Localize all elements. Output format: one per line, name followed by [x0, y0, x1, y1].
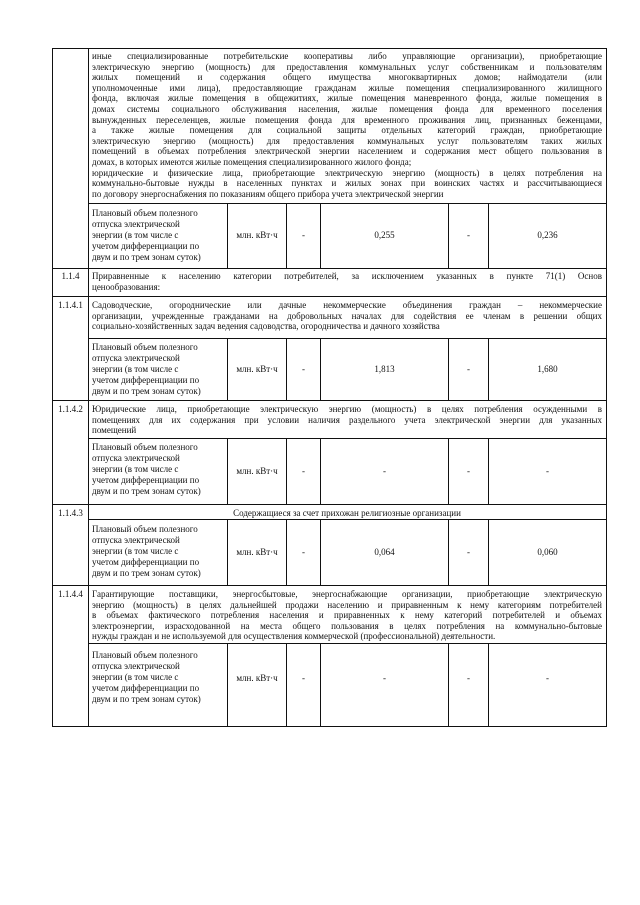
- text-line: уполномоченные ими лица), предоставляющие гражданам жилые помещения специализированного жилищного: [92, 82, 602, 93]
- row-number: 1.1.4.2: [58, 404, 83, 414]
- text-line: по договору энергоснабжения по показаниям общего прибора учета электрической энергии: [92, 188, 444, 199]
- value-cell: -: [302, 230, 305, 240]
- value-cell: -: [383, 466, 386, 476]
- text-line: Приравненные к населению категории потребителей, за исключением указанных в пункте 71(1) Основ: [92, 271, 602, 281]
- unit-cell: млн. кВт·ч: [236, 364, 278, 374]
- unit-cell: млн. кВт·ч: [236, 466, 278, 476]
- table-border-top: [52, 48, 607, 49]
- text-line: энергию (мощность) в целях дальнейшей продажи населению и приравненным к нему категориям потребителей: [92, 599, 602, 610]
- value-cell: -: [467, 466, 470, 476]
- value-cell: -: [302, 364, 305, 374]
- value-cell: -: [383, 673, 386, 683]
- section-text: [92, 300, 602, 332]
- section-text: [92, 404, 602, 436]
- plan-volume-label: Плановый объем полезного отпуска электрической энергии (в том числе с учетом дифференциации по двум и по трем зонам суток): [92, 650, 201, 704]
- text-line: а также жилые помещения для социальной защиты отдельных категорий граждан, приобретающие: [92, 125, 602, 136]
- subrow-separator: [88, 643, 607, 644]
- text-line: организации, учрежденные гражданами на добровольных началах для содействия ее членам в решении общих: [92, 310, 602, 321]
- text-line: коммунально-бытовые нужды в населенных пунктах и жилых зонах при воинских частях и рассчитывающиеся: [92, 178, 602, 189]
- value-cell: 0,255: [374, 230, 395, 240]
- text-line: помещений в объемах потребления электрической энергии населением и содержания мест общего пользования в: [92, 146, 602, 157]
- value-cell: 1,813: [374, 364, 395, 374]
- value-cell: 0,060: [537, 547, 558, 557]
- value-cell: -: [546, 673, 549, 683]
- row-separator: [52, 504, 607, 505]
- value-cell: -: [302, 466, 305, 476]
- value-cell: -: [467, 364, 470, 374]
- value-cell: -: [467, 547, 470, 557]
- value-cell: -: [546, 466, 549, 476]
- row-number: 1.1.4.1: [58, 300, 83, 310]
- text-line: вынужденных переселенцев, жилые помещения фонда для временного проживания лиц, признанных беженцами,: [92, 114, 602, 125]
- text-line: юридические и физические лица, приобретающие электрическую энергию (мощность) в целях потребления на: [92, 167, 602, 178]
- value-cell: -: [302, 547, 305, 557]
- table-border-right: [606, 48, 607, 726]
- value-cell: 0,064: [374, 547, 395, 557]
- row-separator: [52, 400, 607, 401]
- section-title: Содержащиеся за счет прихожан религиозные организации: [233, 508, 461, 518]
- subrow-separator: [88, 203, 607, 204]
- value-cell: 0,236: [537, 230, 558, 240]
- text-line: помещений: [92, 425, 137, 436]
- table-border-bottom: [52, 726, 607, 727]
- text-line: нужды граждан и не используемой для осуществления коммерческой (профессиональной) деятельности.: [92, 631, 496, 642]
- text-line: фонда, включая жилые помещения в общежитиях, жилые помещения маневренного фонда, жилые помещения в: [92, 93, 602, 104]
- section-text: [92, 589, 602, 642]
- text-line: Садоводческие, огороднические или дачные некоммерческие объединения граждан – некоммерческие: [92, 300, 602, 310]
- intro-paragraph: [92, 51, 602, 199]
- text-line: ценообразования:: [92, 281, 161, 292]
- subrow-separator: [88, 338, 607, 339]
- plan-volume-label: Плановый объем полезного отпуска электрической энергии (в том числе с учетом дифференциации по двум и по трем зонам суток): [92, 442, 201, 496]
- text-line: домах, в которых имеются жилые помещения специализированного жилого фонда;: [92, 156, 412, 167]
- unit-cell: млн. кВт·ч: [236, 673, 278, 683]
- row-separator: [52, 296, 607, 297]
- row-separator: [52, 268, 607, 269]
- table-border-left: [52, 48, 53, 726]
- plan-volume-label: Плановый объем полезного отпуска электрической энергии (в том числе с учетом дифференциации по двум и по трем зонам суток): [92, 208, 201, 262]
- text-line: социально-хозяйственных задач ведения садоводства, огородничества и дачного хозяйства: [92, 321, 440, 332]
- subrow-separator: [88, 519, 607, 520]
- value-cell: -: [467, 230, 470, 240]
- row-separator: [52, 585, 607, 586]
- text-line: электрическую энергию (мощность) для предоставления коммунальных услуг собственникам и пользователям: [92, 61, 602, 72]
- section-text: [92, 271, 602, 292]
- plan-volume-label: Плановый объем полезного отпуска электрической энергии (в том числе с учетом дифференциации по двум и по трем зонам суток): [92, 524, 201, 578]
- text-line: жилых помещений и содержания общего имущества многоквартирных домов; наймодатели (или: [92, 72, 602, 83]
- text-line: помещениях для их содержания при условии наличия раздельного учета электрической энергии для указанных: [92, 414, 602, 425]
- plan-volume-label: Плановый объем полезного отпуска электрической энергии (в том числе с учетом дифференциации по двум и по трем зонам суток): [92, 342, 201, 396]
- text-line: иные специализированные потребительские кооперативы либо управляющие организации), приобретающие: [92, 51, 602, 61]
- row-number: 1.1.4.3: [58, 508, 83, 518]
- unit-cell: млн. кВт·ч: [236, 230, 278, 240]
- value-cell: 1,680: [537, 364, 558, 374]
- text-line: Гарантирующие поставщики, энергосбытовые, энергоснабжающие организации, приобретающие электрическую: [92, 589, 602, 599]
- text-line: электрическую энергию (мощность) для предоставления коммунальных услуг пользователям таких жилых: [92, 135, 602, 146]
- row-number: 1.1.4: [61, 271, 80, 281]
- value-cell: -: [467, 673, 470, 683]
- number-column-divider: [88, 48, 89, 726]
- value-cell: -: [302, 673, 305, 683]
- row-number: 1.1.4.4: [58, 589, 83, 599]
- text-line: домах системы социального обслуживания населения, жилые помещения фонда для временного поселения: [92, 103, 602, 114]
- text-line: электроэнергии, израсходованной на места общего пользования в целях потребления на коммунально-бытовые: [92, 620, 602, 631]
- unit-cell: млн. кВт·ч: [236, 547, 278, 557]
- subrow-separator: [88, 438, 607, 439]
- text-line: Юридические лица, приобретающие электрическую энергию (мощность) в целях потребления осужденными в: [92, 404, 602, 414]
- text-line: в объемах фактического потребления населения и приравненных к нему категорий потребителей и объемах: [92, 610, 602, 621]
